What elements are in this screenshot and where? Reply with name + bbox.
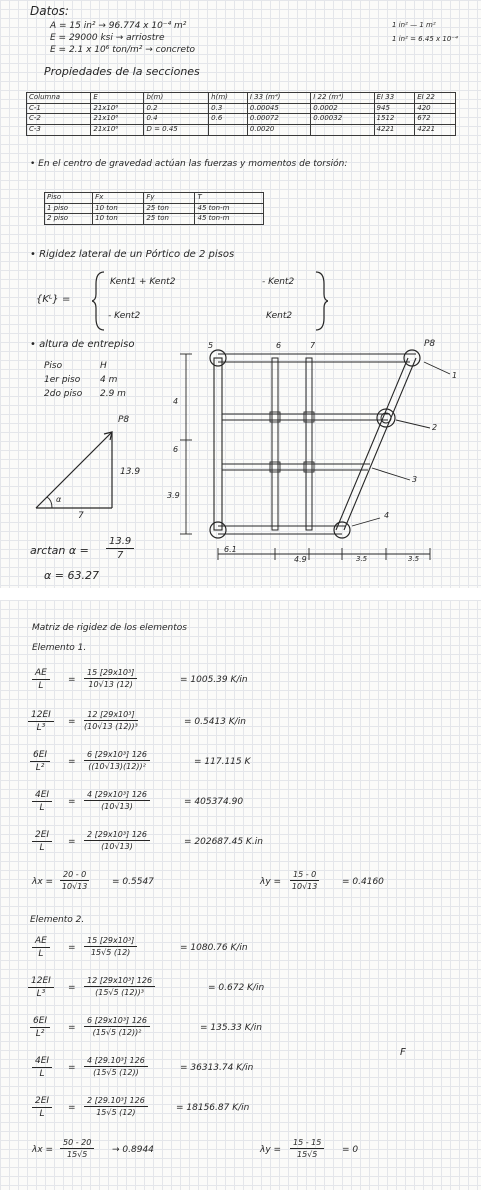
altura-value-2do: 2.9 m [100,389,126,399]
properties-row-c1 [27,103,456,114]
table-cell: 25 ton [144,214,195,225]
matrix-a11: Kent1 + Kent2 [110,277,176,287]
e1-eq4-result: = 405374.90 [184,797,244,807]
e1-eq2-rhs [84,710,138,731]
lhs-den: L³ [36,989,46,999]
lhs-den: L [39,843,45,853]
e1-eq1-rhs [84,668,137,689]
rhs-den: (15√5 (12)) [93,1068,139,1077]
e2-eq4-lhs [32,1056,52,1079]
table-cell: 45 ton-m [195,203,264,214]
rhs-den: ((10√13)(12))² [88,762,146,771]
lhs-num: AE [32,668,50,680]
frame-span-2: 4.9 [294,555,307,564]
lx-den: 15√5 [66,1150,88,1159]
equals-sign: = [68,717,76,727]
lhs-num: 2EI [32,1096,52,1108]
matrix-a12: - Kent2 [262,277,295,287]
e2-ly-label: λy = [260,1145,282,1155]
e2-lx-label: λx = [32,1145,54,1155]
table-cell: 945 [374,103,415,114]
e1-eq3-result: = 117.115 K [194,757,251,767]
e1-eq3-rhs [84,750,150,771]
equals-sign: = [68,837,76,847]
table-cell: 0.4 [144,114,209,125]
arctan-fraction [106,536,134,561]
altura-title: • altura de entrepiso [30,339,135,350]
table-cell: 1512 [374,114,415,125]
alpha-result: α = 63.27 [44,569,99,582]
lhs-den: L³ [36,723,46,733]
lhs-den: L [39,1109,45,1119]
table-cell: 0.00045 [247,103,310,114]
lhs-den: L [39,1069,45,1079]
lhs-num: 12EI [28,710,54,722]
equals-sign: = [68,1023,76,1033]
lx-den: 10√13 [61,882,88,891]
triangle-side-label: 13.9 [120,467,141,477]
frame-height-bottom: 3.9 [167,491,180,500]
lhs-num: 2EI [32,830,52,842]
table-cell: 0.2 [144,103,209,114]
table-cell: 1 piso [45,203,93,214]
forces-header-row [45,193,264,204]
element1-label: Elemento 1. [32,643,87,653]
e1-ly-result: = 0.4160 [342,877,384,887]
table-cell: 420 [415,103,456,114]
equals-sign: = [68,797,76,807]
e1-eq5-lhs [32,830,52,853]
frame-node-6: 6 [276,341,282,350]
e1-ly-label: λy = [260,877,282,887]
e1-lx-label: λx = [32,877,54,887]
rhs-num: 15 [29x10³] [84,668,137,679]
properties-header-row [27,93,456,104]
triangle-top-label: P8 [118,415,130,425]
e2-eq5-rhs [84,1096,148,1117]
lhs-den: L [38,681,44,691]
table-cell: 21x10⁶ [91,114,144,125]
ly-num: 15 - 0 [290,870,319,881]
lhs-num: 6EI [30,750,50,762]
altura-value-1er: 4 m [100,375,118,385]
rhs-den: (15√5 (12))² [92,1028,142,1037]
lhs-den: L [39,803,45,813]
equals-sign: = [68,983,76,993]
arctan-numerator: 13.9 [106,536,134,549]
rhs-num: 12 [29x10³] 126 [84,976,155,987]
arctan-label: arctan α = [30,544,89,557]
header-cell: EI 33 [374,93,415,104]
rhs-den: 15√5 (12) [90,948,131,957]
rhs-num: 12 [29x10³] [84,710,137,721]
frame-height-mid: 6 [173,445,179,454]
e2-eq3-result: = 135.33 K/in [200,1023,262,1033]
element2-label: Elemento 2. [30,915,85,925]
header-cell: T [195,193,264,204]
rhs-num: 2 [29x10³] 126 [84,830,150,841]
equals-sign: = [68,943,76,953]
e1-eq2-result: = 0.5413 K/in [184,717,246,727]
altura-label-piso: Piso [44,361,63,371]
table-cell: 10 ton [93,214,144,225]
header-cell: Fy [144,193,195,204]
altura-label-2do: 2do piso [44,389,83,399]
e2-lx-result: → 0.8944 [112,1145,154,1155]
frame-span-4: 3.5 [408,555,420,563]
e1-eq5-rhs [84,830,150,851]
conversion-line-1: 1 in² — 1 m² [392,21,436,29]
rhs-den: (10√13 (12))³ [84,722,138,731]
table-cell: 21x10⁶ [91,103,144,114]
properties-title: Propiedades de la secciones [44,65,200,78]
e1-lx-fraction [60,870,89,891]
e1-eq4-lhs [32,790,52,813]
frame-node-7: 7 [310,341,316,350]
matrix-lhs: {Kᴸ} = [36,294,71,305]
lx-num: 20 - 0 [60,870,89,881]
equals-sign: = [68,675,76,685]
e2-eq1-rhs [84,936,137,957]
e2-ly-result: = 0 [342,1145,359,1155]
table-cell: C-3 [27,125,91,136]
table-cell: C-1 [27,103,91,114]
notebook-page-1 [0,0,481,588]
margin-mark: F [400,1047,406,1058]
table-cell: 21x10⁶ [91,125,144,136]
datos-line-e-concrete: E = 2.1 x 10⁶ ton/m² → concreto [50,45,196,55]
lhs-num: 12EI [28,976,54,988]
lhs-den: L² [35,763,45,773]
conversion-line-2: 1 in² = 6.45 x 10⁻⁴ [392,35,458,43]
rhs-num: 6 [29x10³] 126 [84,1016,150,1027]
equals-sign: = [68,757,76,767]
ly-den: 10√13 [291,882,318,891]
table-cell: 2 piso [45,214,93,225]
frame-level-3: 3 [412,475,418,484]
table-cell: 0.00032 [311,114,374,125]
e2-eq2-rhs [84,976,155,997]
e2-eq1-lhs [32,936,50,959]
matrix-a22: Kent2 [266,311,293,321]
forces-row-1 [45,203,264,214]
frame-node-p8: P8 [424,339,436,349]
forces-table [44,192,264,225]
table-cell: 672 [415,114,456,125]
table-cell: 0.0020 [247,125,310,136]
e2-eq5-result: = 18156.87 K/in [176,1103,250,1113]
e2-eq4-rhs [84,1056,148,1077]
table-cell [311,125,374,136]
header-cell: EI 22 [415,93,456,104]
datos-line-area: A = 15 in² → 96.774 x 10⁻⁴ m² [50,21,187,31]
page2-title: Matriz de rigidez de los elementos [32,623,187,633]
rhs-num: 6 [29x10³] 126 [84,750,150,761]
frame-span-1: 6.1 [224,545,237,554]
lhs-num: 4EI [32,1056,52,1068]
datos-title: Datos: [30,4,69,18]
datos-line-e-steel: E = 29000 ksi → arriostre [50,33,165,43]
header-cell: Piso [45,193,93,204]
centro-gravedad-note: • En el centro de gravedad actúan las fuerzas y momentos de torsión: [30,159,348,169]
e2-eq1-result: = 1080.76 K/in [180,943,248,953]
matrix-a21: - Kent2 [108,311,141,321]
table-cell: 0.6 [209,114,248,125]
table-cell [209,125,248,136]
frame-span-3: 3.5 [356,555,368,563]
rhs-den: (15√5 (12))³ [95,988,144,997]
rhs-num: 2 [29.10³] 126 [84,1096,148,1107]
header-cell: h(m) [209,93,248,104]
equals-sign: = [68,1103,76,1113]
frame-level-1: 1 [452,371,458,380]
table-cell: 0.00072 [247,114,310,125]
header-cell: I 22 (m⁴) [311,93,374,104]
rigidez-title: • Rigidez lateral de un Pórtico de 2 pisos [30,249,235,260]
ly-num: 15 - 15 [290,1138,324,1149]
lhs-num: 6EI [30,1016,50,1028]
e2-eq2-result: = 0.672 K/in [208,983,265,993]
rhs-num: 4 [29x10³] 126 [84,790,150,801]
triangle-angle-label: α [56,495,62,504]
e1-eq1-lhs [32,668,50,691]
lhs-num: 4EI [32,790,52,802]
rhs-den: (10√13) [101,842,133,851]
table-cell: 0.3 [209,103,248,114]
header-cell: Columna [27,93,91,104]
header-cell: I 33 (m⁴) [247,93,310,104]
lhs-den: L [38,949,44,959]
forces-row-2 [45,214,264,225]
e1-lx-result: = 0.5547 [112,877,154,887]
e1-eq1-result: = 1005.39 K/in [180,675,248,685]
properties-table [26,92,456,136]
rhs-num: 15 [29x10³] [84,936,137,947]
table-cell: D = 0.45 [144,125,209,136]
e1-eq2-lhs [28,710,54,733]
e2-eq3-lhs [30,1016,50,1039]
e1-eq3-lhs [30,750,50,773]
table-cell: 4221 [374,125,415,136]
lhs-den: L² [35,1029,45,1039]
notebook-page-2 [0,600,481,1190]
e1-eq4-rhs [84,790,150,811]
ly-den: 15√5 [296,1150,318,1159]
table-cell: C-2 [27,114,91,125]
e2-eq4-result: = 36313.74 K/in [180,1063,254,1073]
e2-eq3-rhs [84,1016,150,1037]
table-cell: 4221 [415,125,456,136]
e2-eq2-lhs [28,976,54,999]
rhs-den: 10√13 (12) [88,680,133,689]
header-cell: b(m) [144,93,209,104]
e2-ly-fraction [290,1138,324,1159]
arctan-denominator: 7 [116,550,124,561]
frame-node-5: 5 [208,341,214,350]
header-cell: E [91,93,144,104]
e2-lx-fraction [60,1138,94,1159]
frame-level-4: 4 [384,511,390,520]
lhs-num: AE [32,936,50,948]
properties-row-c3 [27,125,456,136]
table-cell: 25 ton [144,203,195,214]
frame-level-2: 2 [432,423,438,432]
properties-row-c2 [27,114,456,125]
table-cell: 10 ton [93,203,144,214]
e1-ly-fraction [290,870,319,891]
rhs-num: 4 [29.10³] 126 [84,1056,148,1067]
triangle-base-label: 7 [78,511,84,521]
altura-label-1er: 1er piso [44,375,81,385]
frame-diagram [160,340,480,580]
altura-value-piso: H [100,361,107,371]
equals-sign: = [68,1063,76,1073]
table-cell: 45 ton-m [195,214,264,225]
e1-eq5-result: = 202687.45 K.in [184,837,263,847]
frame-height-top: 4 [173,397,179,406]
header-cell: Fx [93,193,144,204]
e2-eq5-lhs [32,1096,52,1119]
rhs-den: 15√5 (12) [96,1108,136,1117]
table-cell: 0.0002 [311,103,374,114]
lx-num: 50 - 20 [60,1138,94,1149]
rhs-den: (10√13) [101,802,133,811]
